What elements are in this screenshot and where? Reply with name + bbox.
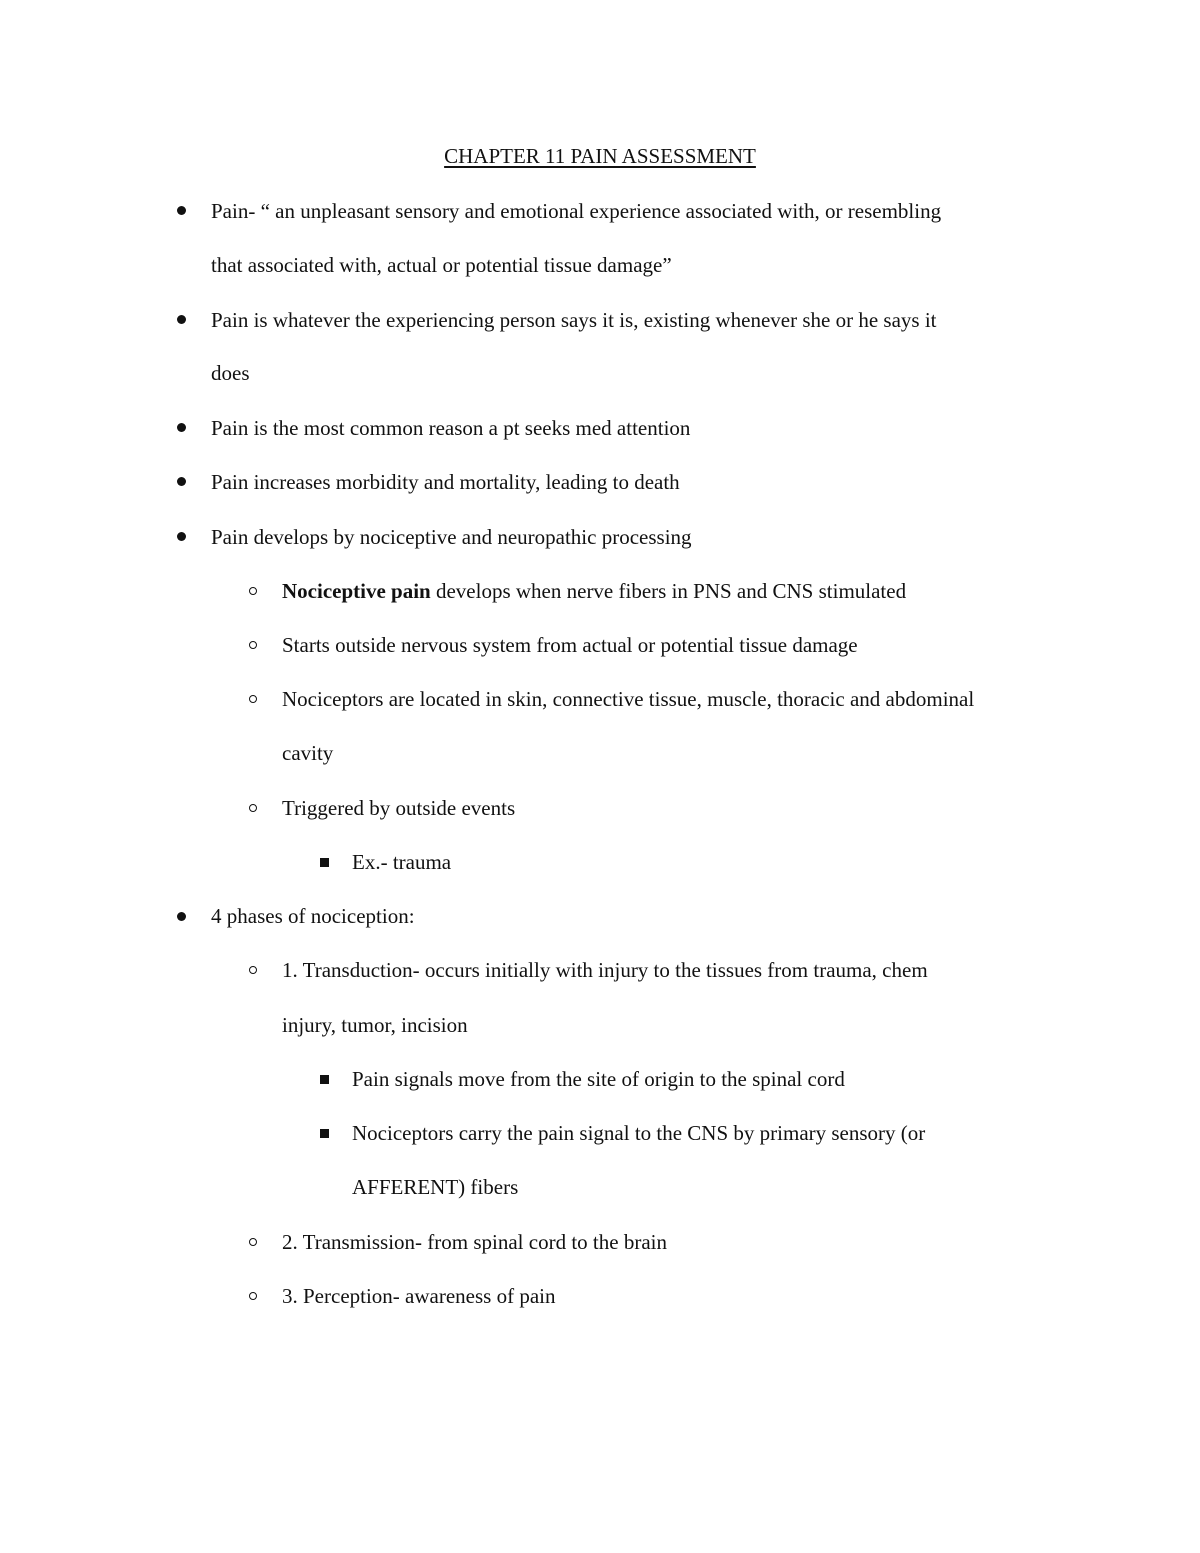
list-item: Ex.- trauma <box>352 850 452 874</box>
list-item-continuation: does <box>211 361 250 385</box>
disc-bullet-icon <box>177 477 186 486</box>
disc-bullet-icon <box>177 912 186 921</box>
circle-bullet-icon <box>249 1292 257 1300</box>
list-item: Pain is the most common reason a pt seeks med attention <box>211 416 691 440</box>
list-item-continuation: that associated with, actual or potential tissue damage” <box>211 253 672 277</box>
circle-bullet-icon <box>249 1238 257 1246</box>
square-bullet-icon <box>320 1075 329 1084</box>
list-item-continuation: injury, tumor, incision <box>282 1013 468 1037</box>
square-bullet-icon <box>320 858 329 867</box>
list-item: Pain is whatever the experiencing person says it is, existing whenever she or he says it <box>211 308 937 332</box>
disc-bullet-icon <box>177 206 186 215</box>
circle-bullet-icon <box>249 641 257 649</box>
list-item-text: develops when nerve fibers in PNS and CNS stimulated <box>430 579 907 603</box>
list-item <box>282 576 906 606</box>
list-item: Triggered by outside events <box>282 796 516 820</box>
disc-bullet-icon <box>177 532 186 541</box>
list-item-continuation: cavity <box>282 741 334 765</box>
circle-bullet-icon <box>249 695 257 703</box>
list-item: Pain- “ an unpleasant sensory and emotional experience associated with, or resembling <box>211 199 942 223</box>
list-item: Pain develops by nociceptive and neuropathic processing <box>211 525 692 549</box>
list-item: Nociceptors are located in skin, connective tissue, muscle, thoracic and abdominal <box>282 687 975 711</box>
circle-bullet-icon <box>249 804 257 812</box>
disc-bullet-icon <box>177 423 186 432</box>
list-item: Nociceptors carry the pain signal to the CNS by primary sensory (or <box>352 1121 926 1145</box>
circle-bullet-icon <box>249 966 257 974</box>
list-item: Pain signals move from the site of origin to the spinal cord <box>352 1067 845 1091</box>
disc-bullet-icon <box>177 315 186 324</box>
list-item: 1. Transduction- occurs initially with injury to the tissues from trauma, chem <box>282 958 928 982</box>
list-item: Pain increases morbidity and mortality, leading to death <box>211 470 680 494</box>
square-bullet-icon <box>320 1129 329 1138</box>
list-item: 2. Transmission- from spinal cord to the brain <box>282 1230 667 1254</box>
list-item: 3. Perception- awareness of pain <box>282 1284 556 1308</box>
list-item-continuation: AFFERENT) fibers <box>352 1175 519 1199</box>
list-item: Starts outside nervous system from actual or potential tissue damage <box>282 633 858 657</box>
list-item: 4 phases of nociception: <box>211 904 415 928</box>
circle-bullet-icon <box>249 587 257 595</box>
bold-term: Nociceptive pain <box>282 579 431 603</box>
page-title: CHAPTER 11 PAIN ASSESSMENT <box>444 144 756 168</box>
